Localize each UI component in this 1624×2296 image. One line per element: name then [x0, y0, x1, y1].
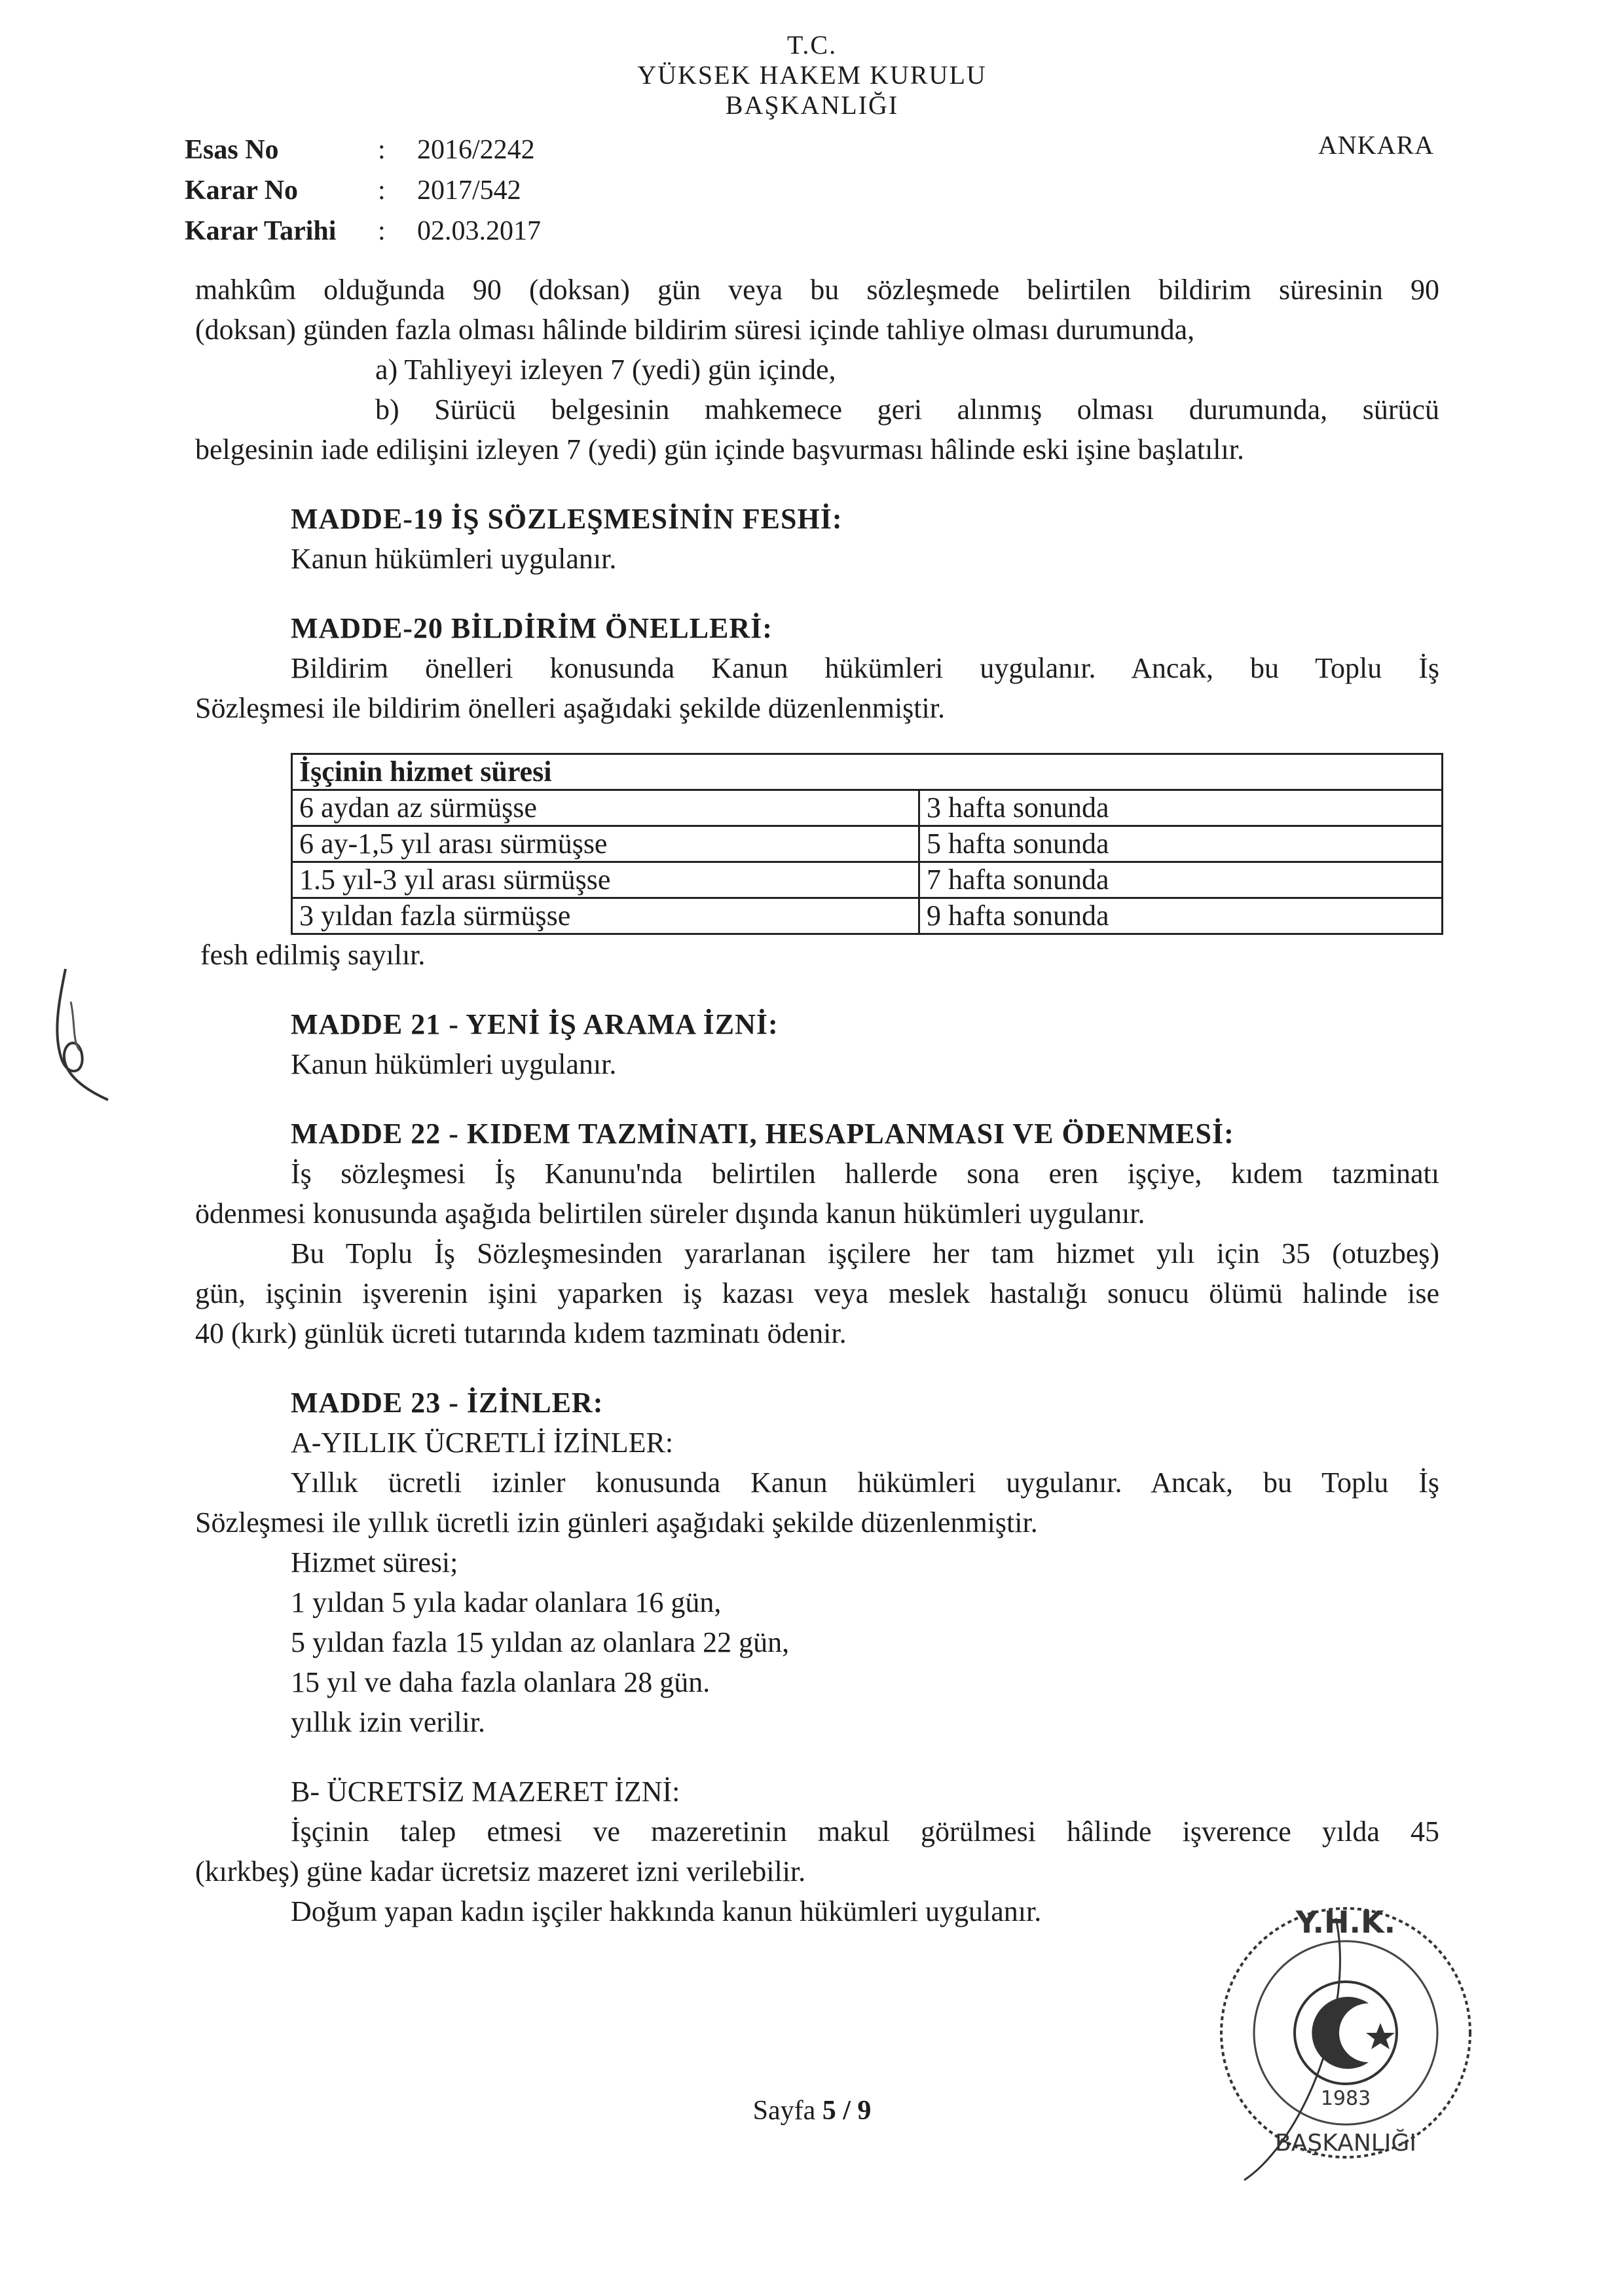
meta-separator: : — [378, 216, 386, 246]
article-20-text: Bildirim önelleri konusunda Kanun hükümleri uygulanır. Ancak, bu Toplu İş — [291, 652, 1439, 684]
footer-prefix: Sayfa — [752, 2096, 816, 2126]
header-institution: YÜKSEK HAKEM KURULU — [637, 60, 987, 90]
article-21-title: MADDE 21 - YENİ İŞ ARAMA İZNİ: — [291, 1008, 779, 1040]
article-20-text-cont: Sözleşmesi ile bildirim önelleri aşağıdaki şekilde düzenlenmiştir. — [195, 692, 945, 724]
header-office: BAŞKANLIĞI — [725, 90, 899, 120]
meta-label: Esas No — [185, 135, 279, 165]
list-item: 1 yıldan 5 yıla kadar olanlara 16 gün, — [291, 1586, 722, 1618]
article-22-text-cont: ödenmesi konusunda aşağıda belirtilen süreler dışında kanun hükümleri uygulanır. — [195, 1197, 1145, 1230]
article-23-title: MADDE 23 - İZİNLER: — [291, 1387, 604, 1419]
meta-row-karar — [185, 170, 541, 211]
intro-item-b-cont: belgesinin iade edilişini izleyen 7 (yedi) gün içinde başvurması hâlinde eski işine başlatılır. — [195, 433, 1244, 465]
meta-row-tarih — [185, 211, 541, 251]
leave-list-end: yıllık izin verilir. — [291, 1706, 485, 1738]
meta-value: 2016/2242 — [417, 135, 535, 165]
table-cell-period: 6 ay-1,5 yıl arası sürmüşse — [292, 826, 919, 862]
table-cell-period: 1.5 yıl-3 yıl arası sürmüşse — [292, 862, 919, 898]
intro-item-b: b) Sürücü belgesinin mahkemece geri alınmış olması durumunda, sürücü — [375, 393, 1439, 426]
table-cell-notice: 5 hafta sonunda — [919, 826, 1443, 862]
article-22-text: İş sözleşmesi İş Kanunu'nda belirtilen hallerde sona eren işçiye, kıdem tazminatı — [291, 1157, 1439, 1190]
article-21-text: Kanun hükümleri uygulanır. — [291, 1048, 617, 1080]
case-metadata — [185, 130, 541, 251]
article-19-title: MADDE-19 İŞ SÖZLEŞMESİNİN FESHİ: — [291, 503, 843, 535]
meta-separator: : — [378, 175, 386, 206]
leave-list-intro: Hizmet süresi; — [291, 1546, 458, 1578]
article-22-text-cont: gün, işçinin işverenin işini yaparken iş kazası veya meslek hastalığı sonucu ölümü halinde ise — [195, 1277, 1439, 1309]
article-23-text-cont: (kırkbeş) güne kadar ücretsiz mazeret izni verilebilir. — [195, 1855, 806, 1887]
table-row — [292, 790, 1443, 826]
handwritten-initial — [46, 962, 118, 1106]
article-22-text: Bu Toplu İş Sözleşmesinden yararlanan işçilere her tam hizmet yılı için 35 (otuzbeş) — [291, 1237, 1439, 1269]
page-footer — [0, 2095, 1624, 2126]
header-city: ANKARA — [1318, 130, 1434, 160]
article-23-subtitle-a: A-YILLIK ÜCRETLİ İZİNLER: — [291, 1427, 674, 1459]
page-separator: / — [843, 2096, 851, 2126]
table-header-row — [292, 754, 1443, 790]
article-23-text: Doğum yapan kadın işçiler hakkında kanun hükümleri uygulanır. — [291, 1895, 1042, 1927]
intro-item-a: a) Tahliyeyi izleyen 7 (yedi) gün içinde, — [375, 354, 836, 386]
star-icon — [1366, 2023, 1395, 2049]
page-total: 9 — [857, 2096, 872, 2126]
notice-period-table — [291, 753, 1443, 935]
table-header-cell: İşçinin hizmet süresi — [292, 754, 1443, 790]
seal-top-text: Y.H.K. — [1295, 1904, 1396, 1940]
seal-bottom-text: BAŞKANLIĞI — [1275, 2130, 1416, 2157]
table-cell-notice: 7 hafta sonunda — [919, 862, 1443, 898]
intro-line: mahkûm olduğunda 90 (doksan) gün veya bu sözleşmede belirtilen bildirim süresinin 90 — [195, 274, 1439, 306]
meta-label: Karar No — [185, 175, 299, 206]
seal-year: 1983 — [1320, 2087, 1371, 2110]
document-body — [195, 270, 1439, 1931]
table-cell-notice: 9 hafta sonunda — [919, 898, 1443, 934]
article-20-title: MADDE-20 BİLDİRİM ÖNELLERİ: — [291, 612, 773, 644]
meta-value: 02.03.2017 — [417, 216, 541, 246]
article-23-text: İşçinin talep etmesi ve mazeretinin makul görülmesi hâlinde işverence yılda 45 — [291, 1815, 1439, 1848]
table-after-text: fesh edilmiş sayılır. — [200, 939, 426, 971]
official-seal — [1205, 1892, 1486, 2193]
table-row — [292, 826, 1443, 862]
table-cell-notice: 3 hafta sonunda — [919, 790, 1443, 826]
list-item: 15 yıl ve daha fazla olanlara 28 gün. — [291, 1666, 710, 1698]
table-cell-period: 6 aydan az sürmüşse — [292, 790, 919, 826]
article-22-text-cont: 40 (kırk) günlük ücreti tutarında kıdem tazminatı ödenir. — [195, 1317, 847, 1349]
list-item: 5 yıldan fazla 15 yıldan az olanlara 22 gün, — [291, 1626, 790, 1658]
meta-value: 2017/542 — [417, 175, 521, 206]
article-19-text: Kanun hükümleri uygulanır. — [291, 543, 617, 575]
article-23-text-cont: Sözleşmesi ile yıllık ücretli izin günleri aşağıdaki şekilde düzenlenmiştir. — [195, 1506, 1038, 1539]
meta-row-esas — [185, 130, 541, 170]
header-tc: T.C. — [786, 30, 838, 60]
table-row — [292, 862, 1443, 898]
table-row — [292, 898, 1443, 934]
article-23-text: Yıllık ücretli izinler konusunda Kanun hükümleri uygulanır. Ancak, bu Toplu İş — [291, 1467, 1439, 1499]
meta-separator: : — [378, 135, 386, 165]
crescent-icon — [1312, 1997, 1369, 2069]
article-22-title: MADDE 22 - KIDEM TAZMİNATI, HESAPLANMASI VE ÖDENMESİ: — [291, 1118, 1234, 1150]
meta-label: Karar Tarihi — [185, 216, 337, 246]
page-number: 5 — [822, 2096, 836, 2126]
article-23-subtitle-b: B- ÜCRETSİZ MAZERET İZNİ: — [291, 1776, 680, 1808]
table-cell-period: 3 yıldan fazla sürmüşse — [292, 898, 919, 934]
intro-line: (doksan) günden fazla olması hâlinde bildirim süresi içinde tahliye olması durumunda, — [195, 314, 1195, 346]
